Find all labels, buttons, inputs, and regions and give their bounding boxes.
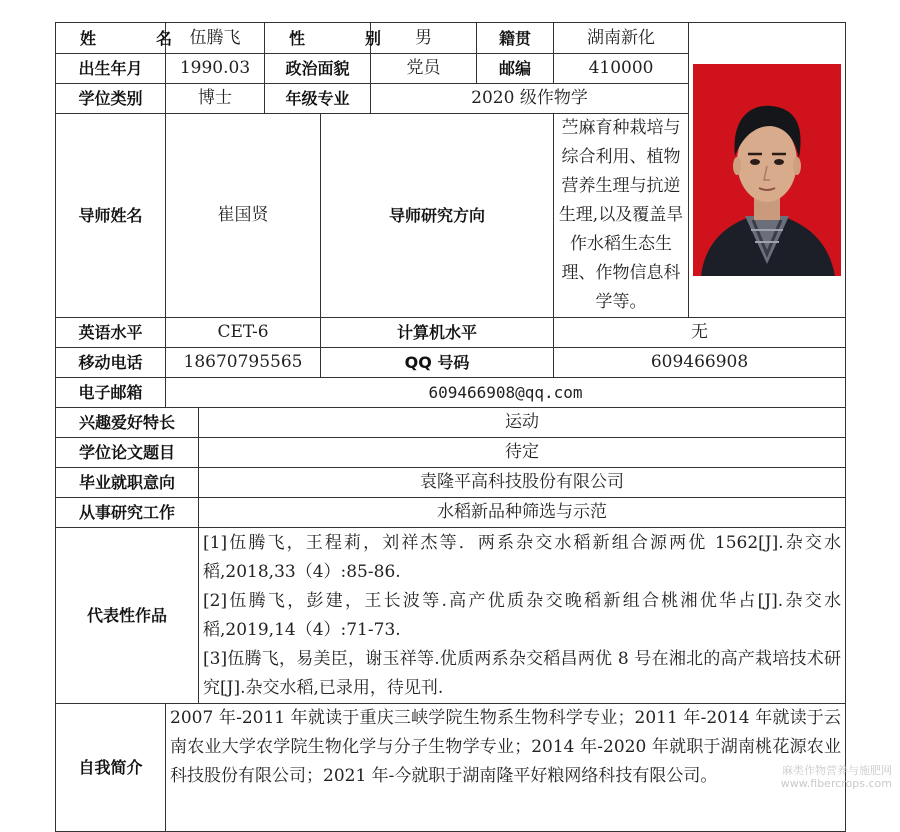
work-item: [1]伍腾飞，王程莉，刘祥杰等．两系杂交水稻新组合源两优 1562[J].杂交水稻,2018,33（4）:85-86. <box>203 532 842 582</box>
degree-type-value: 博士 <box>166 84 265 114</box>
postcode-label: 邮编 <box>477 54 554 84</box>
political-label: 政治面貌 <box>265 54 371 84</box>
profile-form-table <box>55 22 846 832</box>
row-career <box>56 468 846 498</box>
advisor-research-label: 导师研究方向 <box>321 114 554 318</box>
watermark-line-2: www.fibercrops.com <box>780 777 892 790</box>
english-label: 英语水平 <box>56 318 166 348</box>
advisor-label: 导师姓名 <box>56 114 166 318</box>
political-value: 党员 <box>371 54 477 84</box>
research-work-value: 水稻新品种筛选与示范 <box>199 498 846 528</box>
email-value: 609466908@qq.com <box>166 378 846 408</box>
english-value: CET-6 <box>166 318 321 348</box>
portrait-icon <box>693 64 841 276</box>
photo-cell <box>689 23 846 318</box>
advisor-value: 崔国贤 <box>166 114 321 318</box>
watermark-line-1: 麻类作物营养与施肥网 <box>782 764 892 777</box>
works-list <box>199 528 846 704</box>
row-hobby <box>56 408 846 438</box>
works-label: 代表性作品 <box>56 528 199 704</box>
profile-form-wrapper <box>55 22 845 832</box>
birth-value: 1990.03 <box>166 54 265 84</box>
work-item: [3]伍腾飞，易美臣，谢玉祥等.优质两系杂交稻昌两优 8 号在湘北的高产栽培技术研究[J].杂交水稻,已录用，待见刊. <box>203 648 842 698</box>
row-works <box>56 528 846 704</box>
site-watermark <box>781 764 892 790</box>
research-work-label: 从事研究工作 <box>56 498 199 528</box>
work-item: [2]伍腾飞，彭建，王长波等.高产优质杂交晚稻新组合桃湘优华占[J].杂交水稻,2019,14（4）:71-73. <box>203 590 842 640</box>
origin-value: 湖南新化 <box>554 23 689 54</box>
computer-label: 计算机水平 <box>321 318 554 348</box>
phone-label: 移动电话 <box>56 348 166 378</box>
row-bio <box>56 704 846 832</box>
row-phone <box>56 348 846 378</box>
origin-label: 籍贯 <box>477 23 554 54</box>
career-value: 袁隆平高科技股份有限公司 <box>199 468 846 498</box>
hobby-value: 运动 <box>199 408 846 438</box>
row-thesis <box>56 438 846 468</box>
degree-type-label: 学位类别 <box>56 84 166 114</box>
gender-label: 性 别 <box>265 23 371 54</box>
postcode-value: 410000 <box>554 54 689 84</box>
bio-value: 2007 年-2011 年就读于重庆三峡学院生物系生物科学专业；2011 年-2014 年就读于云南农业大学农学院生物化学与分子生物学专业；2014 年-2020 年就职于湖南桃花源农业科技股份有限公司；2021 年-今就职于湖南隆平好粮网络科技有限公司。 <box>166 704 846 832</box>
career-label: 毕业就职意向 <box>56 468 199 498</box>
row-english <box>56 318 846 348</box>
row-email <box>56 378 846 408</box>
thesis-value: 待定 <box>199 438 846 468</box>
birth-label: 出生年月 <box>56 54 166 84</box>
grade-major-value: 2020 级作物学 <box>371 84 689 114</box>
gender-value: 男 <box>371 23 477 54</box>
bio-label: 自我简介 <box>56 704 166 832</box>
grade-major-label: 年级专业 <box>265 84 371 114</box>
thesis-label: 学位论文题目 <box>56 438 199 468</box>
row-research-work <box>56 498 846 528</box>
name-value: 伍腾飞 <box>166 23 265 54</box>
qq-value: 609466908 <box>554 348 846 378</box>
hobby-label: 兴趣爱好特长 <box>56 408 199 438</box>
email-label: 电子邮箱 <box>56 378 166 408</box>
computer-value: 无 <box>554 318 846 348</box>
qq-label: QQ 号码 <box>321 348 554 378</box>
row-name <box>56 23 846 54</box>
name-label: 姓 名 <box>56 23 166 54</box>
portrait-photo <box>693 64 841 276</box>
advisor-research-value: 苎麻育种栽培与综合利用、植物营养生理与抗逆生理,以及覆盖旱作水稻生态生理、作物信息科学等。 <box>554 114 689 318</box>
phone-value: 18670795565 <box>166 348 321 378</box>
